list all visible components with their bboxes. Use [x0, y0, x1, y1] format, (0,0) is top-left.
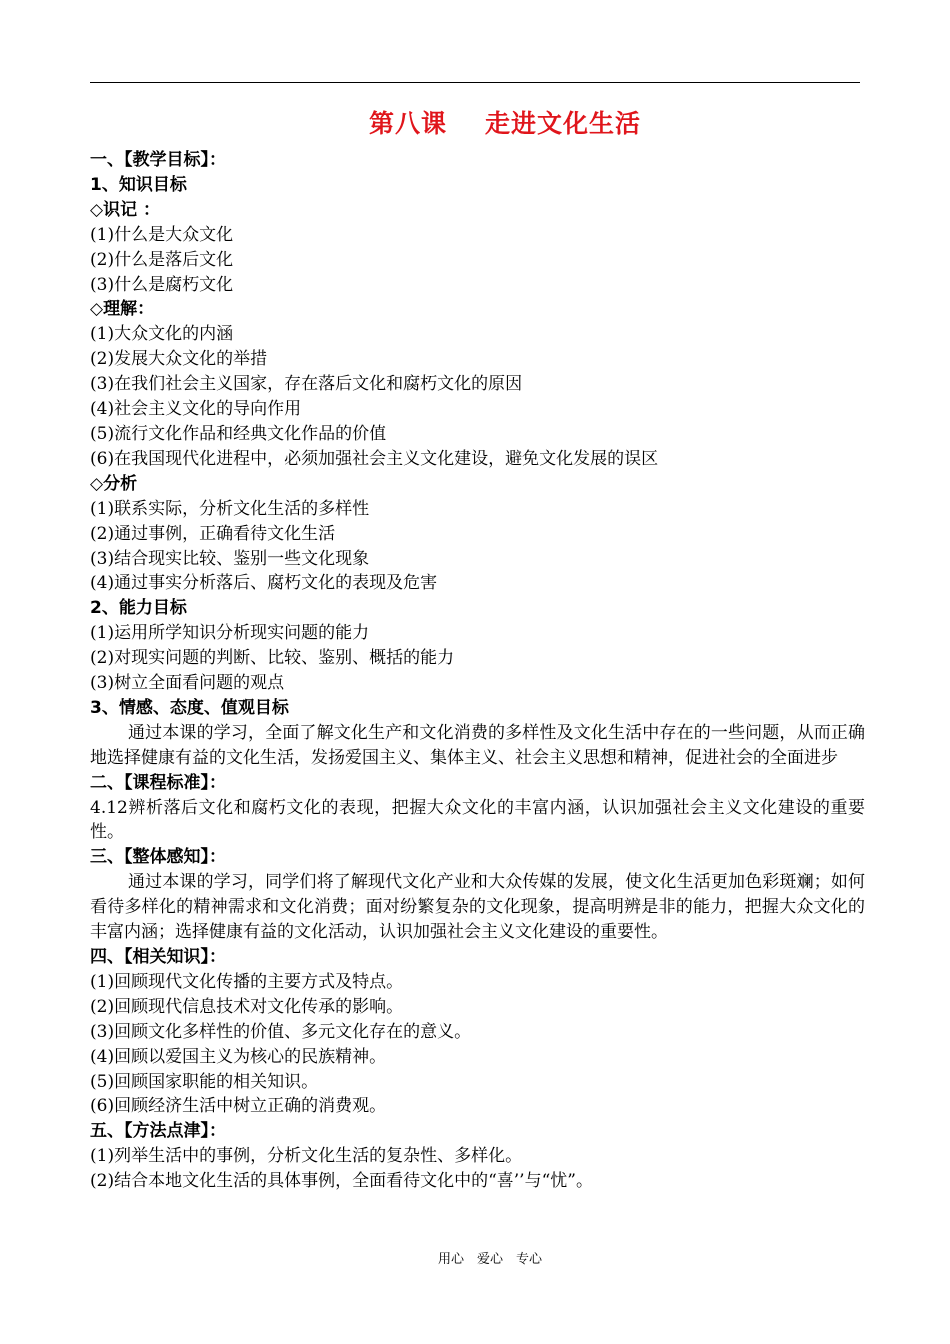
- list-item: (2)对现实问题的判断、比较、鉴别、概括的能力: [90, 648, 455, 669]
- list-item: (2)什么是落后文化: [90, 249, 234, 270]
- list-item: (3)在我们社会主义国家，存在落后文化和腐朽文化的原因: [90, 374, 523, 395]
- list-item: (1)大众文化的内涵: [90, 324, 234, 345]
- list-item: (2)结合本地文化生活的具体事例，全面看待文化中的“喜’’与“忧”。: [90, 1171, 593, 1192]
- understand-heading: ◇理解：: [90, 299, 155, 320]
- list-item: (5)流行文化作品和经典文化作品的价值: [90, 423, 387, 444]
- list-item: (4)社会主义文化的导向作用: [90, 399, 302, 420]
- list-item: (2)回顾现代信息技术对文化传承的影响。: [90, 996, 404, 1017]
- section-2-heading: 二、【课程标准】：: [90, 772, 226, 793]
- lesson-number: 第八课: [368, 109, 447, 138]
- list-item: (2)通过事例，正确看待文化生活: [90, 523, 336, 544]
- page-footer: 用心 爱心 专心: [437, 1252, 542, 1267]
- list-item: (3)结合现实比较、鉴别一些文化现象: [90, 548, 370, 569]
- list-item: (4)回顾以爱国主义为核心的民族精神。: [90, 1046, 387, 1067]
- curriculum-standard-text: 4.12辨析落后文化和腐朽文化的表现，把握大众文化的丰富内涵，认识加强社会主义文化建设的重要性。: [90, 797, 865, 843]
- section-4-heading: 四、【相关知识】：: [90, 947, 226, 967]
- lesson-title: [0, 104, 950, 140]
- list-item: (4)通过事实分析落后、腐朽文化的表现及危害: [90, 573, 438, 594]
- section-1-heading: 一、【教学目标】：: [90, 150, 226, 170]
- list-item: (1)回顾现代文化传播的主要方式及特点。: [90, 971, 404, 992]
- lesson-topic: 走进文化生活: [485, 109, 642, 138]
- list-item: (6)在我国现代化进程中，必须加强社会主义文化建设，避免文化发展的误区: [90, 448, 659, 469]
- emotion-goals-heading: 3、情感、态度、值观目标: [90, 697, 289, 718]
- knowledge-goals-heading: 1、知识目标: [90, 174, 187, 195]
- list-item: (3)回顾文化多样性的价值、多元文化存在的意义。: [90, 1021, 472, 1042]
- header-rule: [90, 82, 860, 83]
- ability-goals-heading: 2、能力目标: [90, 598, 187, 619]
- document-body: [90, 148, 865, 1194]
- emotion-goals-text: 通过本课的学习，全面了解文化生产和文化消费的多样性及文化生活中存在的一些问题，从而正确地选择健康有益的文化生活，发扬爱国主义、集体主义、社会主义思想和精神，促进社会的全面进步: [90, 722, 865, 768]
- section-5-heading: 五、【方法点津】：: [90, 1121, 226, 1142]
- list-item: (3)树立全面看问题的观点: [90, 673, 285, 694]
- list-item: (2)发展大众文化的举措: [90, 349, 268, 370]
- list-item: (1)运用所学知识分析现实问题的能力: [90, 623, 370, 644]
- list-item: (1)什么是大众文化: [90, 224, 234, 245]
- memorize-heading: ◇识记 ：: [90, 199, 160, 220]
- section-3-heading: 三、【整体感知】：: [90, 847, 226, 868]
- list-item: (1)列举生活中的事例，分析文化生活的复杂性、多样化。: [90, 1146, 523, 1167]
- analyze-heading: ◇分析: [90, 473, 138, 494]
- overview-text: 通过本课的学习，同学们将了解现代文化产业和大众传媒的发展，使文化生活更加色彩斑斓；如何看待多样化的精神需求和文化消费；面对纷繁复杂的文化现象，提高明辨是非的能力，把握大众文化的丰富内涵；选择健康有益的文化活动，认识加强社会主义文化建设的重要性。: [90, 872, 865, 943]
- list-item: (5)回顾国家职能的相关知识。: [90, 1071, 319, 1092]
- list-item: (1)联系实际，分析文化生活的多样性: [90, 498, 370, 519]
- list-item: (6)回顾经济生活中树立正确的消费观。: [90, 1096, 387, 1117]
- list-item: (3)什么是腐朽文化: [90, 274, 234, 295]
